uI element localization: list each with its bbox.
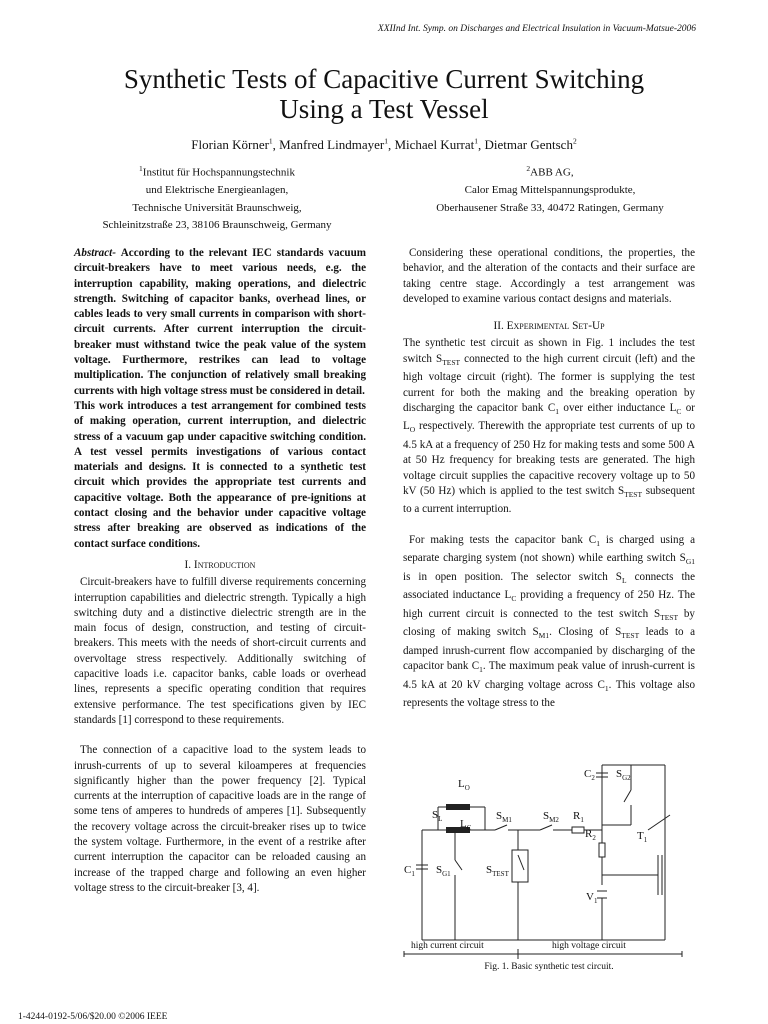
paragraph: For making tests the capacitor bank $C_1$ is charged using a separate charging system (not shown) while earthing switch $S_{G1}$ is in open position. The selector switch $S_L$ connects the associated inductance $L_C$ providing a frequency of 250 Hz. The high current circuit is connected to the test switch $S_{TEST}$ by closing of making switch $S_{M1}$. Closing of $S_{TEST}$ leads to a damped inrush-current flow accompanied by discharging of the capacitor bank $C_1$. The maximum peak value of inrush-current is 4.5 kA at 20 kV charging voltage across $C_1$. This voltage also represents the voltage stress to the: [403, 533, 696, 710]
abstract: Abstract- According to the relevant IEC standards vacuum circuit-breakers have to meet various needs, e.g. the interruption capability, making operations, and dielectric strength. Switching of capacitor banks, overhead lines, or cables leads to very small currents in comparison with short-circuit currents. After current interruption the circuit-breaker must withstand twice the peak value of the system voltage. Furthermore, restrikes can lead to voltage multiplication. The conjunction of relatively small breaking currents with high voltage stress must be considered in detail.: [74, 247, 366, 397]
title-line-1: Synthetic Tests of Capacitive Current Switching: [123, 64, 645, 94]
title-line-2: Using a Test Vessel: [279, 94, 489, 124]
paragraph: Considering these operational conditions, the properties, the behavior, and the alteration of the contacts and their surface are taking centre stage. Accordingly a test arrangement was developed to examine various contact designs and materials.: [403, 247, 695, 305]
copyright-footer: 1-4244-0192-5/06/$20.00 ©2006 IEEE: [18, 1012, 168, 1022]
high-current-label: high current circuit: [411, 941, 484, 951]
section-heading: II. Experimental Set-Up: [493, 320, 605, 333]
paragraph: The connection of a capacitive load to the system leads to inrush-currents of up to several kiloamperes at frequencies significantly higher than the power frequency [2]. Typical currents at the interruption of capacitive loads are in the range of some tens of amperes to hundreds of amperes [1]. Subsequently the recovery voltage across the circuit-breaker rises up to twice the system voltage. Furthermore, in the event of a restrike after current interruption the capacitor can be reloaded causing an increase of the trapped charge and following an even higher voltage stress to the circuit-breaker [3, 4].: [74, 744, 366, 894]
paragraph: Circuit-breakers have to fulfill diverse requirements concerning interruption capabilities and dielectric strength. Typically a high switching duty and a distinctive dielectric strength are in the main focus of design, construction, and testing of circuit-breakers. This meets with the needs of short-circuit currents and overvoltage stress respectively. Additionally switching of capacitive loads i.e. capacitor banks, cable loads or overhead lines, represents a specific operating condition that requires extensive performance. The test specifications given by IEC standards [1] correspond to these requirements.: [74, 576, 366, 726]
abstract-p2: This work introduces a test arrangement for combined tests of making operation, current interruption, and dielectric stress of a vacuum gap under capacitive switching condition. A test vessel permits investigations of various contact materials and designs. It is connected to a synthetic test circuit which provides the appropriate test currents and capacitive voltage. Both the appearance of pre-ignitions at contact closing and the behavior under capacitive voltage stress after breaking are observed as indications of the contact surface conditions.: [74, 399, 366, 550]
author-list: Florian Körner$^1$, Manfred Lindmayer$^1$, Michael Kurrat$^1$, Dietmar Gentsch$^2$: [191, 137, 577, 153]
paper-title: [0, 64, 768, 124]
circuit-diagram: [400, 755, 700, 970]
svg-text:LC: $L_C$: [460, 818, 472, 832]
left-column: [74, 246, 366, 896]
affiliation-1: $^1$Institut für Hochspannungstechnik und Elektrische Energieanlagen, Technische Universität Braunschweig, Schleinitzstraße 23, 38106 Braunschweig, Germany: [102, 164, 332, 232]
running-head: XXIInd Int. Symp. on Discharges and Electrical Insulation in Vacuum-Matsue-2006: [377, 24, 696, 34]
svg-text:STEST: $S_{TEST}$: [486, 864, 509, 878]
svg-text:V1: $V_1$: [586, 891, 598, 905]
svg-text:SL: $S_L$: [432, 809, 443, 823]
svg-text:SG1: $S_{G1}$: [436, 864, 451, 878]
affiliation-2: $^2$ABB AG, Calor Emag Mittelspannungsprodukte, Oberhausener Straße 33, 40472 Ratingen, Germany: [436, 164, 664, 214]
svg-text:T1: $T_1$: [637, 830, 648, 844]
svg-text:R2: $R_2$: [585, 828, 596, 842]
author: Manfred Lindmayer$^1$: [279, 137, 388, 153]
svg-text:SG2: $S_{G2}$: [616, 768, 631, 782]
figure-caption: Fig. 1. Basic synthetic test circuit.: [484, 962, 614, 972]
svg-text:SM2: $S_{M2}$: [543, 810, 559, 824]
section-heading: I. Introduction: [184, 558, 256, 571]
author: Dietmar Gentsch$^2$: [484, 137, 577, 153]
high-voltage-label: high voltage circuit: [552, 941, 626, 951]
author: Florian Körner$^1$: [191, 137, 273, 153]
svg-text:C1: $C_1$: [404, 864, 415, 878]
svg-text:LO: $L_O$: [458, 778, 470, 792]
c2-label: C: [584, 768, 592, 780]
paragraph: The synthetic test circuit as shown in Fig. 1 includes the test switch $S_{TEST}$ connected to the high current circuit (left) and the high voltage circuit (right). The former is supplying the test current for both the making and the breaking operation by discharging the capacitor bank $C_1$ over either inductance $L_C$ or $L_O$ respectively. Therewith the appropriate test currents of up to 4.5 kA at a frequency of 250 Hz for making tests and some 500 A at 50 Hz frequency for breaking tests are generated. The high voltage circuit supplies the capacitive recovery voltage up to 50 kV (50 Hz) which is applied to the test switch $S_{TEST}$ subsequent to a current interruption.: [403, 337, 695, 516]
svg-text:SM1: $S_{M1}$: [496, 810, 512, 824]
right-column: [403, 246, 695, 711]
svg-text:R1: $R_1$: [573, 810, 584, 824]
svg-text:C2: $C_2$: [584, 768, 595, 782]
author: Michael Kurrat$^1$: [394, 137, 478, 153]
